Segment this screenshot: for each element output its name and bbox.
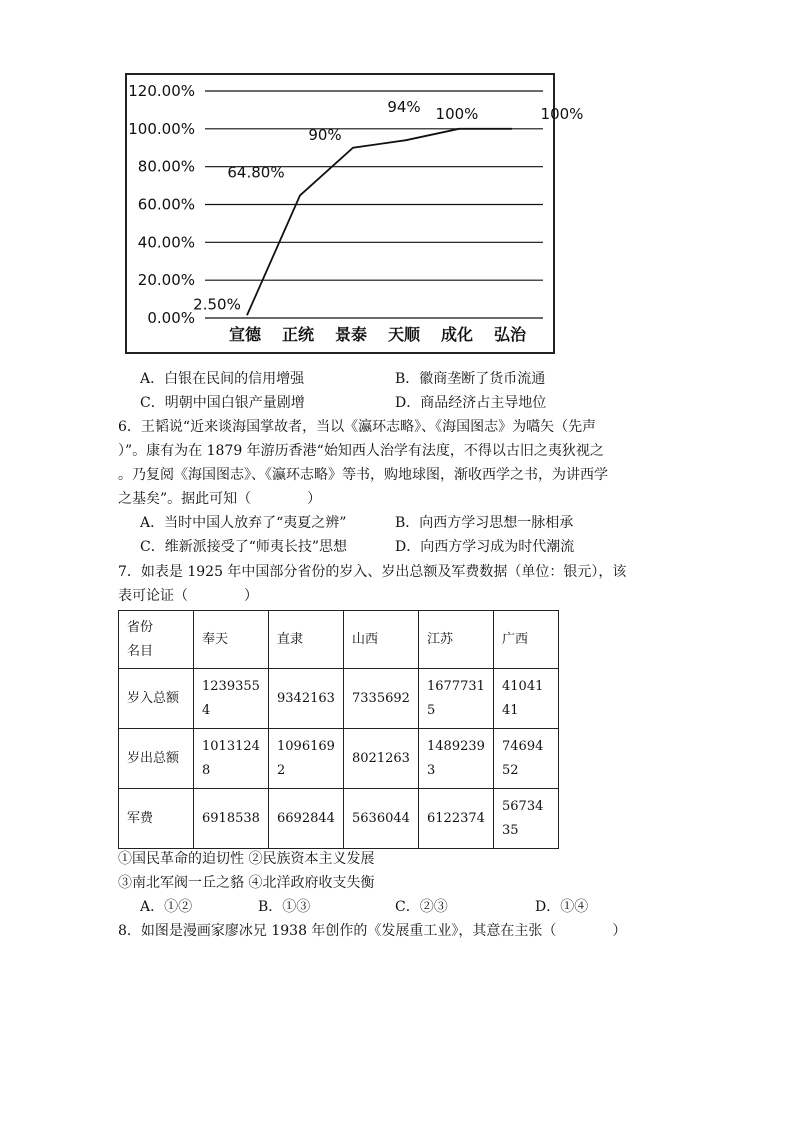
y-tick-label: 40.00%	[137, 233, 195, 252]
x-tick-label: 宣德	[228, 325, 262, 344]
table-cell: 5673435	[502, 798, 544, 838]
q7-stem-line-1: 7．如表是 1925 年中国部分省份的岁入、岁出总额及军费数据（单位：银元），该	[118, 564, 627, 580]
y-tick-label: 0.00%	[147, 309, 195, 327]
data-label: 100%	[540, 104, 584, 123]
table-cell: 10961692	[277, 738, 335, 778]
series-line	[247, 129, 512, 315]
table-cell: 6918538	[202, 810, 260, 826]
data-label: 94%	[387, 98, 421, 117]
silver-usage-line-chart	[125, 73, 584, 354]
y-tick-label: 20.00%	[137, 271, 195, 290]
table-cell: 5636044	[352, 810, 410, 826]
q5-option-c: C．明朝中国白银产量剧增	[140, 395, 305, 411]
q6-stem-line-4: 之基矣”。据此可知（ ）	[118, 491, 322, 507]
table-row	[119, 789, 559, 849]
table-cell: 8021263	[352, 750, 410, 766]
x-tick-label: 弘治	[493, 325, 527, 344]
table-header-cell: 广西	[494, 611, 559, 669]
q6-option-c: C．维新派接受了“师夷长技”思想	[140, 539, 348, 555]
q7-option-c: C．②③	[395, 899, 448, 915]
data-label: 64.80%	[227, 163, 285, 182]
table-cell: 4104141	[502, 678, 544, 718]
chart-canvas	[127, 75, 584, 356]
q7-data-table	[118, 610, 559, 849]
table-row	[119, 729, 559, 789]
y-tick-label: 100.00%	[128, 119, 195, 138]
x-tick-label: 正统	[281, 325, 315, 344]
q5-option-d: D．商品经济占主导地位	[395, 395, 547, 411]
x-tick-label: 景泰	[334, 325, 368, 344]
table-cell: 9342163	[277, 690, 335, 706]
table-cell: 岁入总额	[127, 690, 180, 706]
table-header-cell: 山西	[344, 611, 419, 669]
table-header-row	[119, 611, 559, 669]
table-cell: 7335692	[352, 690, 410, 706]
x-tick-label: 天顺	[387, 325, 421, 344]
q6-stem-line-1: 6．王韬说“近来谈海国掌故者，当以《瀛环志略》、《海国图志》为嚆矢（先声	[118, 419, 597, 435]
q7-stem-line-2: 表可论证（ ）	[118, 588, 258, 604]
q6-option-a: A．当时中国人放弃了“夷夏之辨”	[140, 515, 347, 531]
q6-option-d: D．向西方学习成为时代潮流	[395, 539, 575, 555]
y-tick-label: 80.00%	[137, 157, 195, 176]
q7-option-b: B．①③	[258, 899, 311, 915]
q7-statements-line-2: ③南北军阀一丘之貉 ④北洋政府收支失衡	[118, 875, 375, 891]
q6-stem-line-3: 。乃复阅《海国图志》、《瀛环志略》等书，购地球图，渐收西学之书，为讲西学	[118, 467, 608, 483]
table-cell: 6692844	[277, 810, 335, 826]
q6-option-b: B．向西方学习思想一脉相承	[395, 515, 574, 531]
q5-option-b: B．徽商垄断了货币流通	[395, 371, 546, 387]
table-cell: 7469452	[502, 738, 544, 778]
data-label: 90%	[308, 125, 342, 144]
table-cell: 12393554	[202, 678, 260, 718]
y-tick-label: 120.00%	[128, 82, 195, 100]
x-tick-label: 成化	[440, 325, 474, 344]
table-header-cell: 直隶	[269, 611, 344, 669]
y-tick-label: 60.00%	[137, 195, 195, 214]
data-label: 100%	[435, 104, 479, 123]
table-cell: 10131248	[202, 738, 260, 778]
table-header-cell: 江苏	[419, 611, 494, 669]
q5-option-a: A．白银在民间的信用增强	[140, 371, 305, 387]
q7-option-d: D．①④	[535, 899, 589, 915]
table-header-cell: 省份 名目	[119, 611, 194, 669]
table-row	[119, 669, 559, 729]
table-cell: 岁出总额	[127, 750, 180, 766]
table-cell: 16777315	[427, 678, 485, 718]
q7-option-a: A．①②	[140, 899, 193, 915]
data-label: 2.50%	[193, 295, 241, 314]
q7-statements-line-1: ①国民革命的迫切性 ②民族资本主义发展	[118, 851, 375, 867]
table-cell: 14892393	[427, 738, 485, 778]
q8-stem-line: 8．如图是漫画家廖冰兄 1938 年创作的《发展重工业》，其意在主张（ ）	[118, 923, 627, 939]
table-cell: 6122374	[427, 810, 485, 826]
table-header-cell: 奉天	[194, 611, 269, 669]
q6-stem-line-2: ）”。康有为在 1879 年游历香港“始知西人治学有法度，不得以古旧之夷狄视之	[118, 443, 604, 459]
table-cell: 军费	[127, 810, 154, 826]
